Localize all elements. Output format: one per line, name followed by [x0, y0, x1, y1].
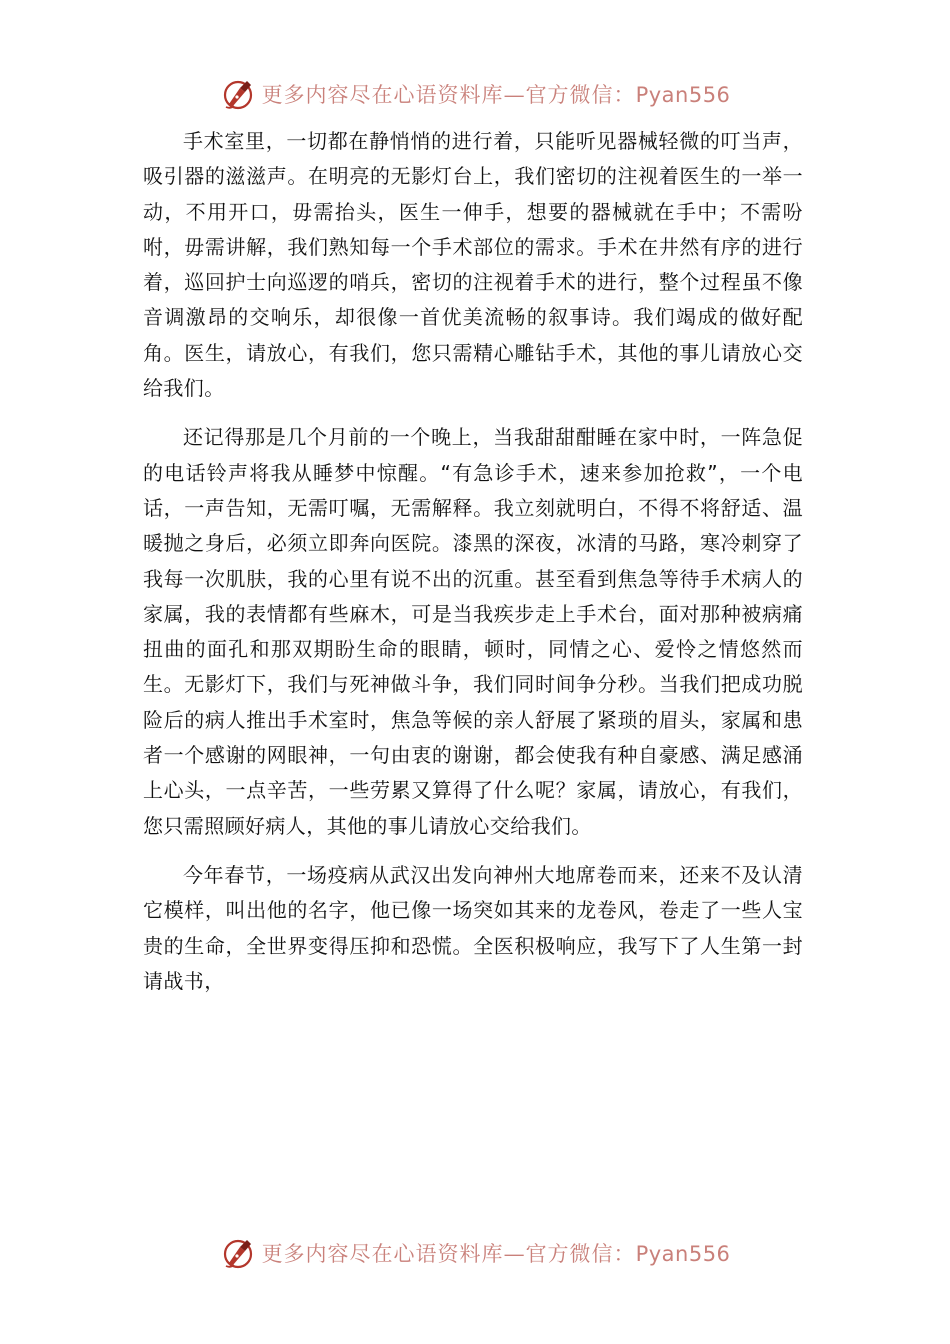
banner-wechat-label: 官方微信： — [525, 1242, 636, 1266]
footer-banner — [0, 1231, 950, 1275]
paragraph-2: 还记得那是几个月前的一个晚上，当我甜甜酣睡在家中时，一阵急促的电话铃声将我从睡梦中惊醒。“有急诊手术，速来参加抢救”，一个电话，一声告知，无需叮嘱，无需解释。我立刻就明白，不得不将舒适、温暖抛之身后，必须立即奔向医院。漆黑的深夜，冰清的马路，寒冷刺穿了我每一次肌肤，我的心里有说不出的沉重。甚至看到焦急等待手术病人的家属，我的表情都有些麻木，可是当我疾步走上手术台，面对那种被病痛扭曲的面孔和那双期盼生命的眼睛，顿时，同情之心、爱怜之情悠然而生。无影灯下，我们与死神做斗争，我们同时间争分秒。当我们把成功脱险后的病人推出手术室时，焦急等候的亲人舒展了紧琐的眉头，家属和患者一个感谢的网眼神，一句由衷的谢谢，都会使我有种自豪感、满足感涌上心头，一点辛苦，一些劳累又算得了什么呢？家属，请放心，有我们，您只需照顾好病人，其他的事儿请放心交给我们。 — [143, 425, 803, 838]
paragraph-3: 今年春节，一场疫病从武汉出发向神州大地席卷而来，还来不及认清它模样，叫出他的名字，他已像一场突如其来的龙卷风，卷走了一些人宝贵的生命，全世界变得压抑和恐慌。全医积极响应，我写下了人生第一封请战书， — [143, 862, 803, 993]
banner-main-text: 更多内容尽在心语资料库 — [261, 1242, 504, 1266]
fountain-pen-nib-icon — [220, 1235, 256, 1271]
document-body — [143, 124, 803, 1013]
header-banner-text — [262, 79, 731, 109]
banner-wechat-label: 官方微信： — [525, 83, 636, 107]
header-banner — [0, 72, 950, 116]
fountain-pen-nib-icon — [220, 76, 256, 112]
banner-wechat-handle: Pyan556 — [635, 1242, 731, 1266]
banner-dash: — — [503, 1242, 526, 1266]
banner-wechat-handle: Pyan556 — [635, 83, 731, 107]
footer-banner-text — [262, 1238, 731, 1268]
paragraph-1: 手术室里，一切都在静悄悄的进行着，只能听见器械轻微的叮当声，吸引器的滋滋声。在明亮的无影灯台上，我们密切的注视着医生的一举一动，不用开口，毋需抬头，医生一伸手，想要的器械就在手中；不需吩咐，毋需讲解，我们熟知每一个手术部位的需求。手术在井然有序的进行着，巡回护士向巡逻的哨兵，密切的注视着手术的进行，整个过程虽不像音调激昂的交响乐，却很像一首优美流畅的叙事诗。我们竭成的做好配角。医生，请放心，有我们，您只需精心雕钻手术，其他的事儿请放心交给我们。 — [143, 129, 803, 401]
banner-main-text: 更多内容尽在心语资料库 — [261, 83, 504, 107]
banner-dash: — — [503, 83, 526, 107]
